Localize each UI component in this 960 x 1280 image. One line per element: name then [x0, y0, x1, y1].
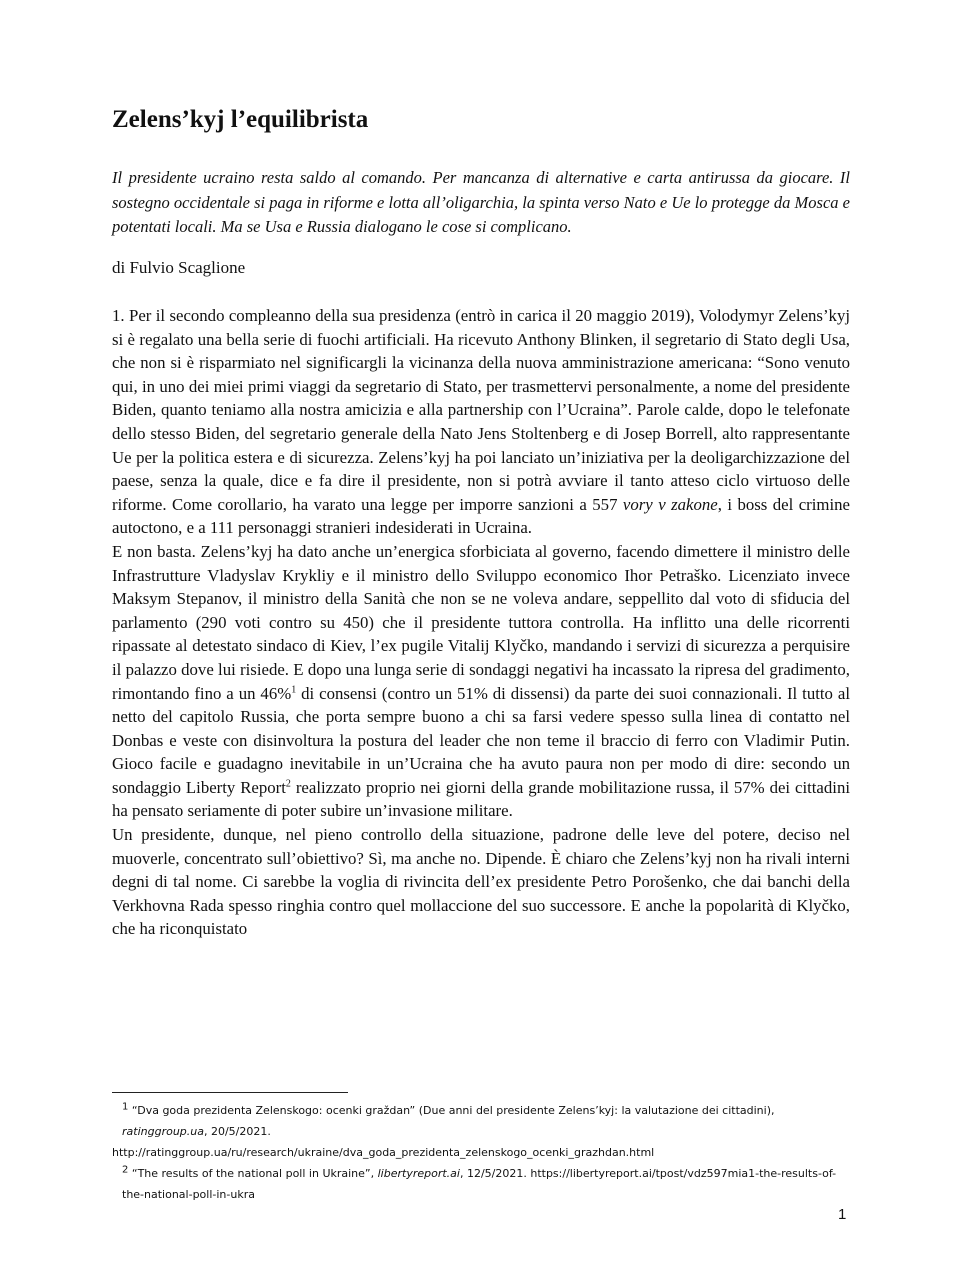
footnote-1-source: ratinggroup.ua	[122, 1125, 204, 1138]
paragraph-3: Un presidente, dunque, nel pieno controllo della situazione, padrone delle leve del potere, deciso nel muoverle, concentrato sull’obiettivo? Sì, ma anche no. Dipende. È chiaro che Zelens’kyj non ha rivali interni degni di tal nome. Ci sarebbe la voglia di rivincita dell’ex presidente Petro Porošenko, che dai banchi della Verkhovna Rada spesso ringhia contro quel mollaccione del suo successore. E anche la popolarità di Klyčko, che ha riconquistato	[112, 825, 850, 939]
footnote-2-source: libertyreport.ai	[377, 1167, 460, 1180]
footnote-reference-1[interactable]: 1	[291, 683, 297, 695]
footnotes	[112, 1100, 850, 1205]
footnote-1-url[interactable]: http://ratinggroup.ua/ru/research/ukraine/dva_goda_prezidenta_zelenskogo_ocenki_grazhdan.html	[112, 1146, 655, 1159]
footnote-1-text-b: , 20/5/2021.	[203, 1125, 271, 1138]
paragraph-1-text-b: , i boss del crimine autoctono, e a 111 personaggi stranieri indesiderati in Ucraina.	[112, 494, 850, 538]
footnote-separator	[112, 1092, 348, 1093]
paragraph-2-text-b: di consensi (contro un 51% di dissensi) da parte dei suoi connazionali. Il tutto al netto del capitolo Russia, che porta sempre buono a chi sa farsi vedere spesso sulla linea di contatto nel Donbas e veste con disinvoltura la postura del leader che non teme il braccio di ferro con Vladimir Putin. Gioco facile e guadagno inevitabile in un’Ucraina che ha avuto paura non per modo di dire: secondo un sondaggio Liberty Report	[112, 683, 851, 797]
page-number: 1	[838, 1206, 847, 1223]
article-abstract: Il presidente ucraino resta saldo al comando. Per mancanza di alternative e carta antirussa da giocare. Il sostegno occidentale si paga in riforme e lotta all’oligarchia, la spinta verso Nato e Ue lo protegge da Mosca e potentati locali. Ma se Usa e Russia dialogano le cose si complicano.	[112, 168, 850, 236]
paragraph-1-italic-term: vory v zakone	[622, 494, 718, 514]
footnote-1-text-a: “Dva goda prezidenta Zelenskogo: ocenki graždan” (Due anni del presidente Zelens’kyj: la valutazione dei cittadini),	[128, 1104, 775, 1117]
article-author: di Fulvio Scaglione	[112, 258, 246, 277]
footnote-2	[112, 1163, 850, 1205]
article-body	[112, 304, 850, 941]
paragraph-2-text-c: realizzato proprio nei giorni della grande mobilitazione russa, il 57% dei cittadini ha pensato seriamente di poter subire un’invasione militare.	[112, 777, 850, 821]
paragraph-1-text-a: 1. Per il secondo compleanno della sua presidenza (entrò in carica il 20 maggio 2019), Volodymyr Zelens’kyj si è regalato una bella serie di fuochi artificiali. Ha ricevuto Anthony Blinken, il segretario di Stato degli Usa, che non si è risparmiato nel significargli la vicinanza della nuova amministrazione americana: “Sono venuto qui, in uno dei miei primi viaggi da segretario di Stato, per trasmettervi personalmente, a nome del presidente Biden, quanto teniamo alla nostra amicizia e alla partnership con l’Ucraina”. Parole calde, dopo le telefonate dello stesso Biden, del segretario generale della Nato Jens Stoltenberg e di Josep Borrell, alto rappresentante Ue per la politica estera e di sicurezza. Zelens’kyj ha poi lanciato un’iniziativa per la deoligarchizzazione del paese, senza la quale, dice e fa dire il presidente, non si potrà avviare il tanto atteso ciclo virtuoso delle riforme. Come corollario, ha varato una legge per imporre sanzioni a 557	[112, 306, 850, 514]
footnote-1	[112, 1100, 850, 1142]
paragraph-1	[112, 304, 850, 540]
footnote-1-number: 1	[122, 1101, 129, 1113]
footnote-2-text-a: “The results of the national poll in Ukraine”,	[128, 1167, 378, 1180]
paragraph-2	[112, 540, 850, 823]
footnote-reference-2[interactable]: 2	[285, 778, 291, 790]
footnote-2-text-b[interactable]: , 12/5/2021. https://libertyreport.ai/tpost/vdz597mia1-the-results-of-the-national-poll-in-ukra	[122, 1167, 837, 1201]
footnote-2-number: 2	[122, 1164, 129, 1176]
paragraph-2-text-a: E non basta. Zelens’kyj ha dato anche un’energica sforbiciata al governo, facendo dimettere il ministro delle Infrastrutture Vladyslav Krykliy e il ministro dello Sviluppo economico Ihor Petraško. Licenziato invece Maksym Stepanov, il ministro della Sanità che non se ne voleva andare, seppellito dal voto di sfiducia del parlamento (290 voti contro su 450) che il presidente tuttora controlla. Ha inflitto una delle ricorrenti ripassate al detestato sindaco di Kiev, l’ex pugile Vitalij Klyčko, mandando i servizi di sicurezza a perquisire il palazzo dove lui risiede. E dopo una lunga serie di sondaggi negativi ha incassato la ripresa del gradimento, rimontando fino a un 46%	[112, 541, 850, 703]
article-title: Zelens’kyj l’equilibrista	[112, 106, 369, 133]
